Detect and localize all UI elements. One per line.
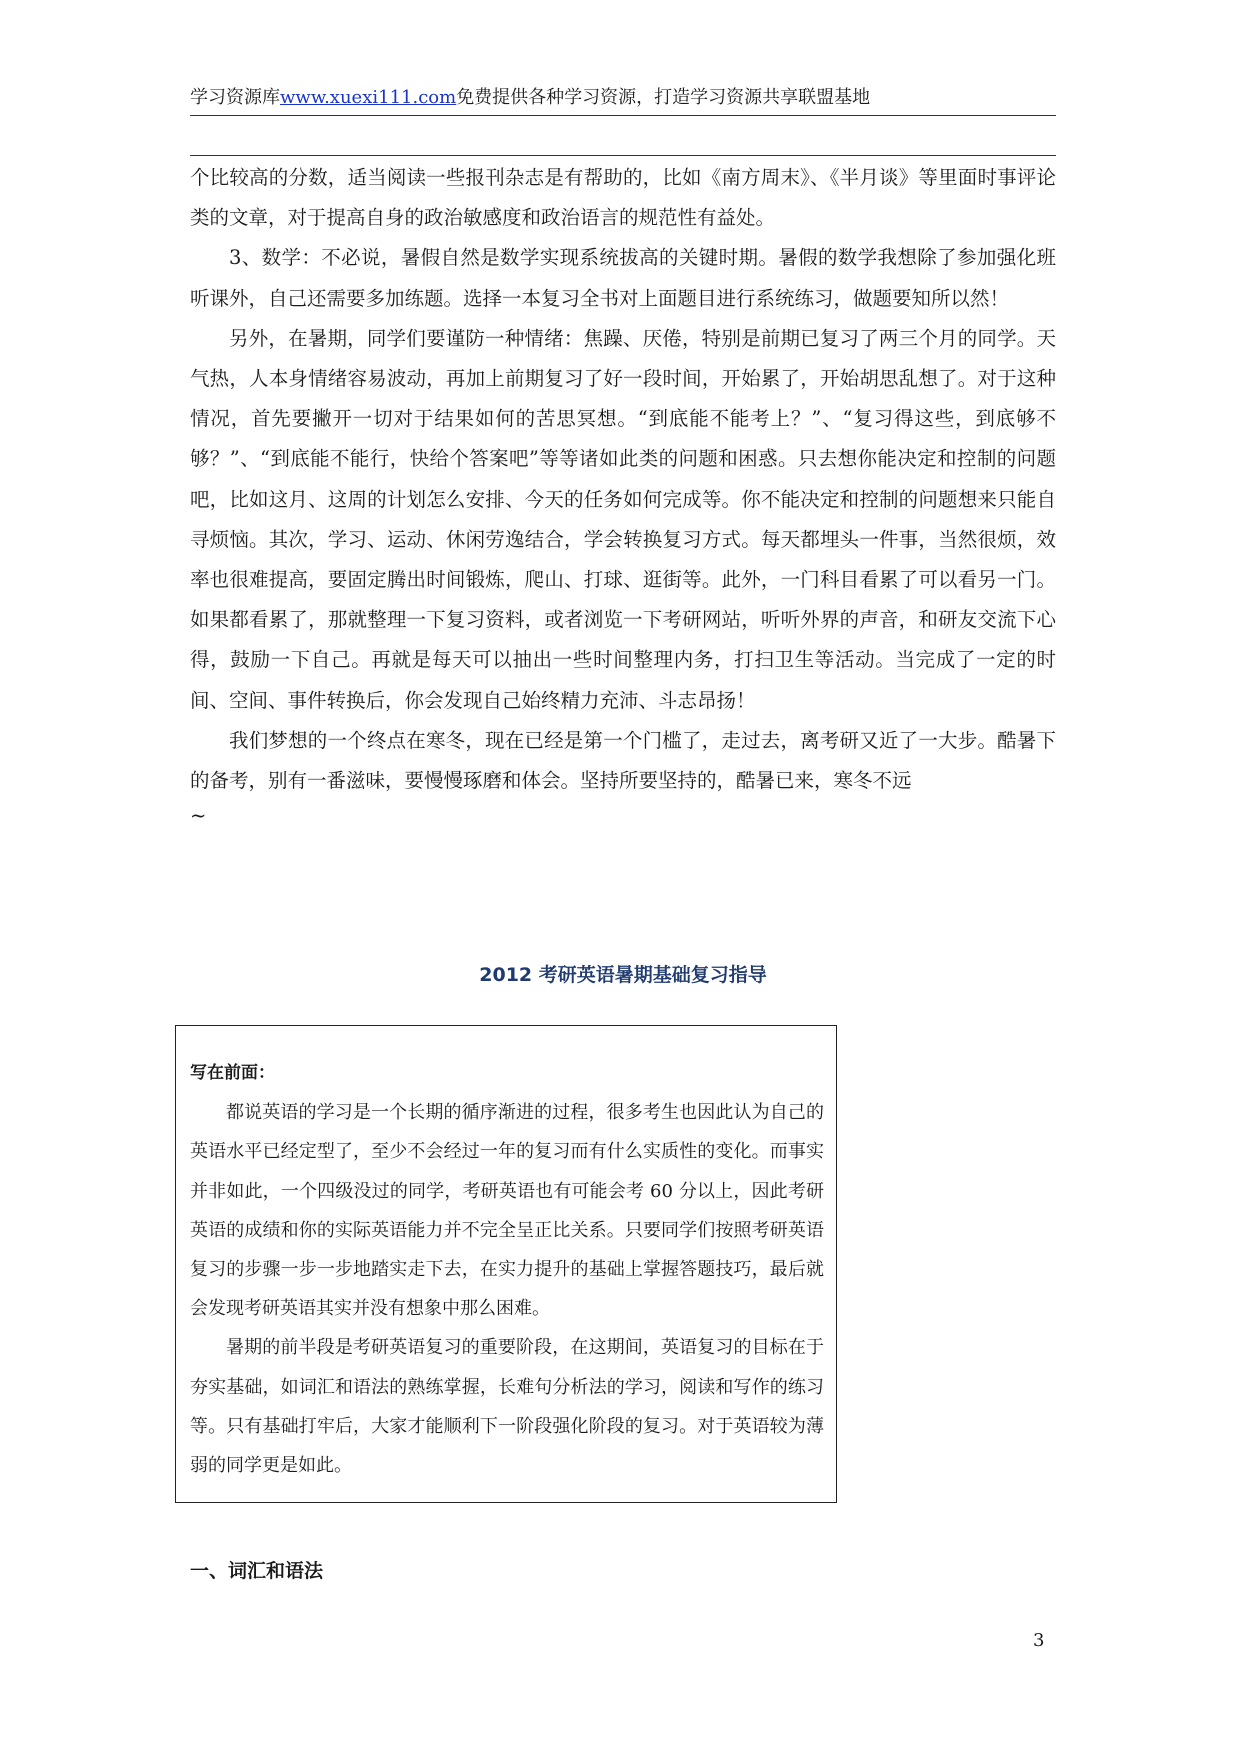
body-text bbox=[190, 158, 1056, 831]
intro-heading: 写在前面： bbox=[190, 1063, 275, 1083]
intro-paragraph: 都说英语的学习是一个长期的循序渐进的过程，很多考生也因此认为自己的英语水平已经定型了，至少不会经过一年的复习而有什么实质性的变化。而事实并非如此，一个四级没过的同学，考研英语也有可能会考 60 分以上，因此考研英语的成绩和你的实际英语能力并不完全呈正比关系。只要同学们按照考研英语复习的步骤一步一步地踏实走下去，在实力提升的基础上掌握答题技巧，最后就会发现考研英语其实并没有想象中那么困难。 bbox=[190, 1102, 824, 1320]
paragraph: 我们梦想的一个终点在寒冬，现在已经是第一个门槛了，走过去，离考研又近了一大步。酷暑下的备考，别有一番滋味，要慢慢琢磨和体会。坚持所要坚持的，酷暑已来，寒冬不远 bbox=[190, 728, 1056, 793]
intro-paragraph: 暑期的前半段是考研英语复习的重要阶段，在这期间，英语复习的目标在于夯实基础，如词汇和语法的熟练掌握，长难句分析法的学习，阅读和写作的练习等。只有基础打牢后，大家才能顺利下一阶段强化阶段的复习。对于英语较为薄弱的同学更是如此。 bbox=[190, 1337, 824, 1477]
paragraph-tilde: ~ bbox=[190, 804, 207, 828]
header-prefix: 学习资源库 bbox=[190, 87, 280, 108]
header-suffix: 免费提供各种学习资源，打造学习资源共享联盟基地 bbox=[456, 87, 871, 108]
section-heading: 一、词汇和语法 bbox=[190, 1560, 324, 1582]
intro-box bbox=[175, 1025, 837, 1503]
page-number: 3 bbox=[1033, 1630, 1045, 1651]
paragraph: 个比较高的分数，适当阅读一些报刊杂志是有帮助的，比如《南方周末》、《半月谈》等里面时事评论类的文章，对于提高自身的政治敏感度和政治语言的规范性有益处。 bbox=[190, 166, 1056, 230]
page-header bbox=[190, 86, 1056, 110]
body-divider bbox=[190, 155, 1056, 156]
header-divider bbox=[190, 115, 1056, 116]
header-link[interactable]: www.xuexi111.com bbox=[280, 87, 457, 108]
paragraph: 另外，在暑期，同学们要谨防一种情绪：焦躁、厌倦，特别是前期已复习了两三个月的同学。天气热，人本身情绪容易波动，再加上前期复习了好一段时间，开始累了，开始胡思乱想了。对于这种情况，首先要撇开一切对于结果如何的苦思冥想。“到底能不能考上？”、“复习得这些，到底够不够？”、“到底能不能行，快给个答案吧”等等诸如此类的问题和困惑。只去想你能决定和控制的问题吧，比如这月、这周的计划怎么安排、今天的任务如何完成等。你不能决定和控制的问题想来只能自寻烦恼。其次，学习、运动、休闲劳逸结合，学会转换复习方式。每天都埋头一件事，当然很烦，效率也很难提高，要固定腾出时间锻炼，爬山、打球、逛街等。此外，一门科目看累了可以看另一门。如果都看累了，那就整理一下复习资料，或者浏览一下考研网站，听听外界的声音，和研友交流下心得，鼓励一下自己。再就是每天可以抽出一些时间整理内务，打扫卫生等活动。当完成了一定的时间、空间、事件转换后，你会发现自己始终精力充沛、斗志昂扬！ bbox=[190, 326, 1056, 712]
paragraph: 3、数学：不必说，暑假自然是数学实现系统拔高的关键时期。暑假的数学我想除了参加强化班听课外，自己还需要多加练题。选择一本复习全书对上面题目进行系统练习，做题要知所以然！ bbox=[190, 246, 1056, 310]
article-title: 2012 考研英语暑期基础复习指导 bbox=[479, 964, 767, 986]
